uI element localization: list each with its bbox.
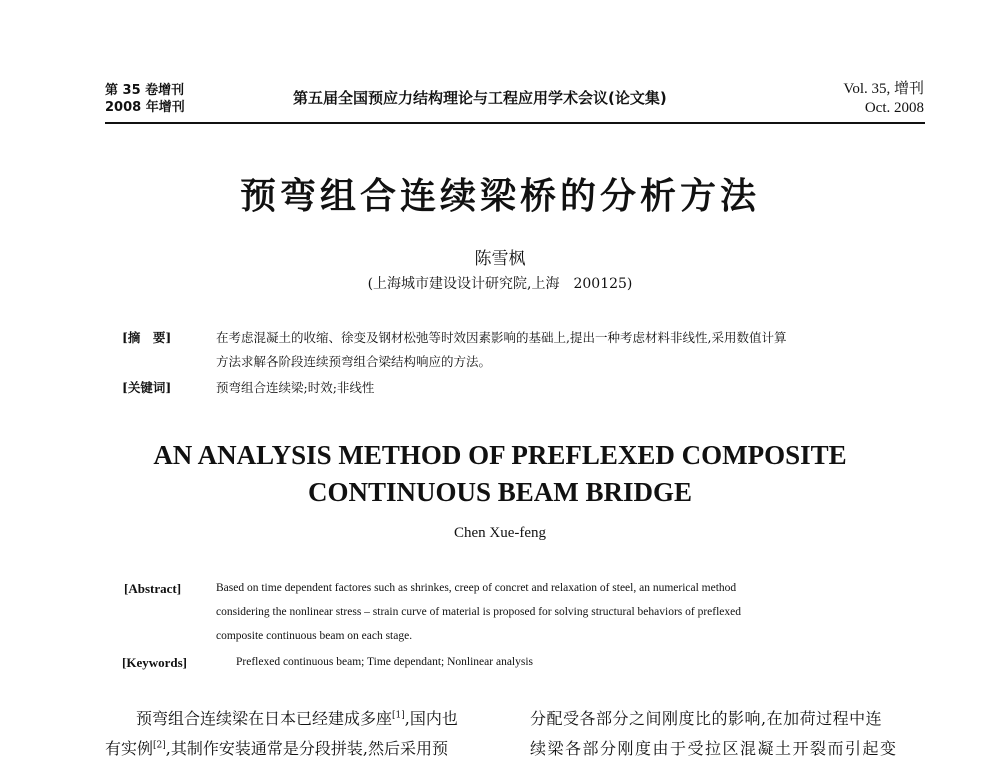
volume-en xyxy=(843,80,924,118)
citation-ref: [1] xyxy=(392,710,405,721)
title-en-line: AN ANALYSIS METHOD OF PREFLEXED COMPOSITE xyxy=(153,440,847,470)
volume-cn xyxy=(105,82,185,116)
volume-line: 第 35 卷增刊 xyxy=(105,83,185,98)
date-line: Oct. 2008 xyxy=(864,100,924,116)
body-right-line: 续梁各部分刚度由于受拉区混凝土开裂而引起变 xyxy=(530,739,898,758)
abstract-cn-label: [摘 要] xyxy=(122,330,172,345)
year-line: 2008 年增刊 xyxy=(105,100,185,115)
body-left-line xyxy=(136,706,458,729)
body-text: 有实例 xyxy=(105,739,154,758)
abstract-en-label: [Abstract] xyxy=(124,581,182,596)
body-text: 预弯组合连续梁在日本已经建成多座 xyxy=(136,709,393,728)
keywords-en-label: [Keywords] xyxy=(122,655,187,670)
body-text: ,其制作安装通常是分段拼装,然后采用预 xyxy=(165,739,448,758)
header-rule xyxy=(105,122,925,124)
conference-title: 第五届全国预应力结构理论与工程应用学术会议(论文集) xyxy=(293,89,667,107)
abstract-en-line: composite continuous beam on each stage. xyxy=(216,630,413,642)
abstract-en-line: Based on time dependent factores such as shrinkes, creep of concret and relaxation of steel, an numerical method xyxy=(216,582,737,594)
abstract-cn-line: 在考虑混凝土的收缩、徐变及钢材松弛等时效因素影响的基础上,提出一种考虑材料非线性,采用数值计算 xyxy=(216,330,787,345)
title-en-line: CONTINUOUS BEAM BRIDGE xyxy=(307,477,693,507)
body-text: ,国内也 xyxy=(404,709,458,728)
keywords-cn: 预弯组合连续梁;时效;非线性 xyxy=(216,380,375,395)
keywords-cn-label: [关键词] xyxy=(122,380,172,395)
body-right-line: 分配受各部分之间刚度比的影响,在加荷过程中连 xyxy=(530,709,883,728)
author-cn: 陈雪枫 xyxy=(474,249,526,269)
author-en: Chen Xue-feng xyxy=(453,525,547,541)
abstract-cn-line: 方法求解各阶段连续预弯组合梁结构响应的方法。 xyxy=(216,354,492,369)
title-cn: 预弯组合连续梁桥的分析方法 xyxy=(239,175,760,217)
vol-line: Vol. 35, 增刊 xyxy=(843,81,924,97)
keywords-en: Preflexed continuous beam; Time dependant; Nonlinear analysis xyxy=(236,656,534,668)
body-left-line xyxy=(105,736,448,759)
abstract-en-line: considering the nonlinear stress – strain curve of material is proposed for solving structural behaviors of preflexed xyxy=(216,606,742,618)
citation-ref: [2] xyxy=(153,740,166,751)
affiliation-cn: (上海城市建设设计研究院,上海 200125) xyxy=(367,276,633,292)
